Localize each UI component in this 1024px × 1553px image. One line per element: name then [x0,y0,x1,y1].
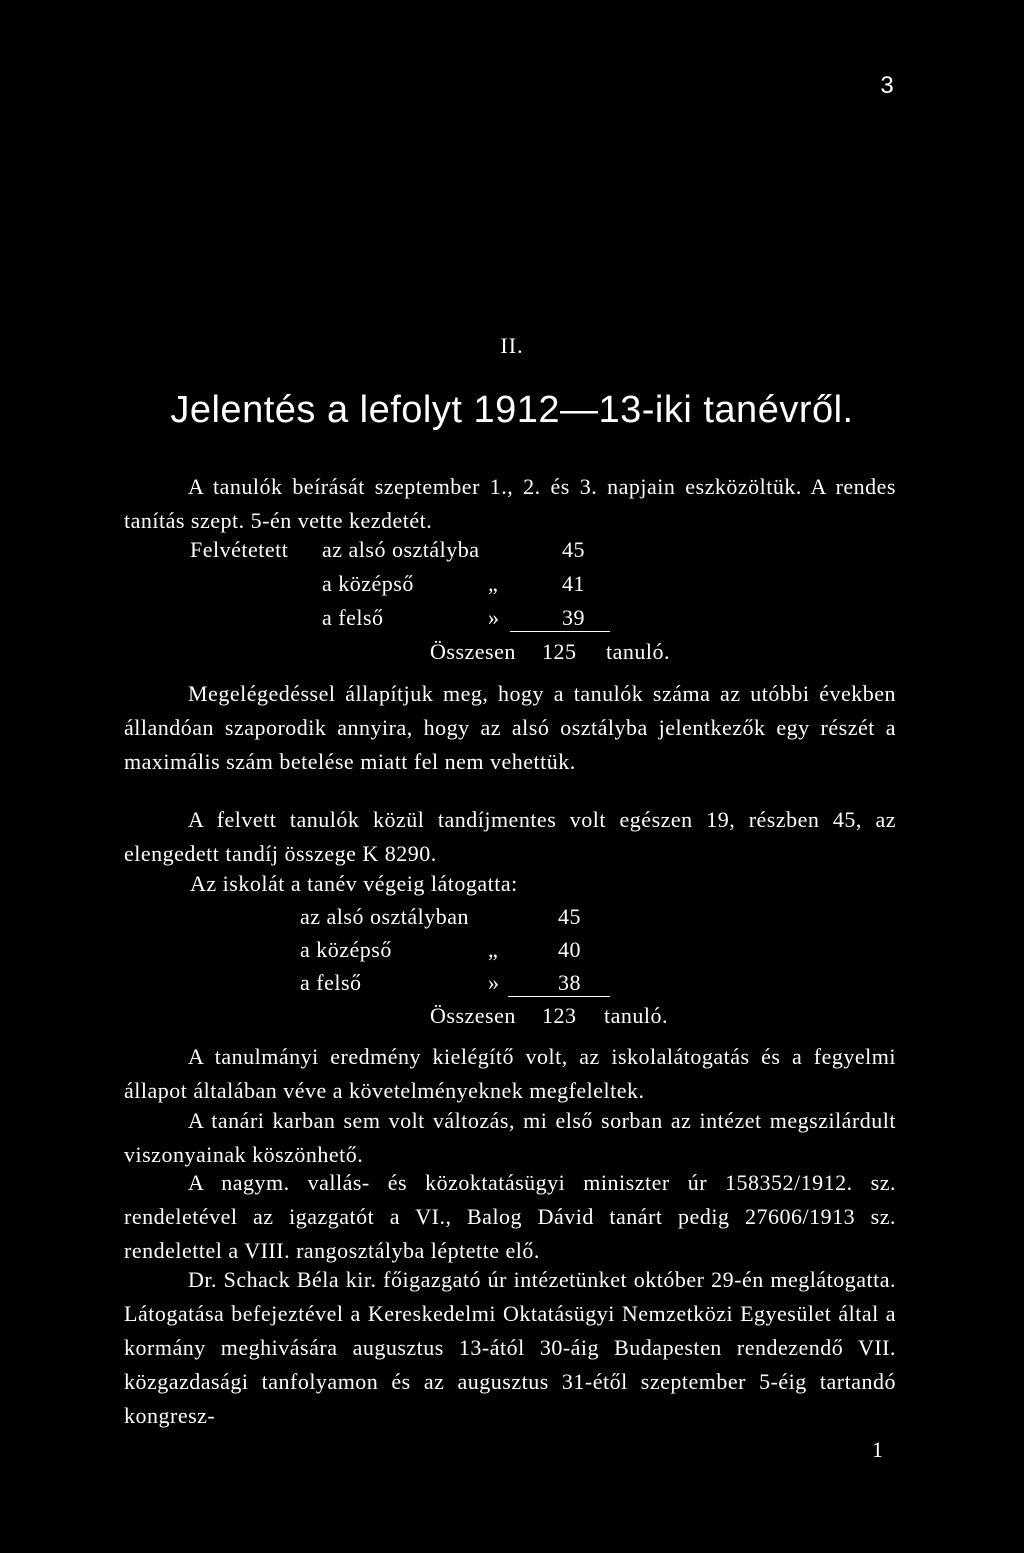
ditto-mark: » [488,605,500,630]
enrollment-row-label: a felső [322,605,384,630]
ditto-mark: » [488,970,500,995]
sum-rule [510,631,610,632]
enrollment-total-value: 125 [542,639,577,664]
paragraph-promotion: A nagym. vallás- és közoktatásügyi miniszter úr 158352/1912. sz. rendeletével az igazgatót a VI., Balog Dávid tanárt pedig 27606/1913 sz. rendelettel a VIII. rangosztályba léptette elő. [124,1170,896,1263]
attendance-row-label: a felső [300,970,362,995]
sum-rule [508,996,610,997]
paragraph-visit: Dr. Schack Béla kir. főigazgató úr intézetünket október 29-én meglátogatta. Látogatása befejeztével a Kereskedelmi Oktatásügyi Nemzetközi Egyesület által a kormány meghivására augusztus 13-ától 30-áig Budapesten rendezendő VII. közgazdasági tanfolyamon és az augusztus 31-étől szeptember 5-éig tartandó kongresz- [124,1267,896,1428]
enrollment-row-label: az alsó osztályba [322,537,480,562]
attendance-total-label: Összesen [430,1003,516,1028]
attendance-row-value: 45 [558,904,581,929]
attendance-row-label: az alsó osztályban [300,904,470,929]
sheet-mark: 1 [872,1437,883,1462]
paragraph-staff: A tanári karban sem volt változás, mi első sorban az intézet megszilárdult viszonyainak köszönhető. [124,1108,896,1167]
paragraph-results: A tanulmányi eredmény kielégítő volt, az iskolalátogatás és a fegyelmi állapot általában véve a követelményeknek megfeleltek. [124,1044,896,1103]
enrollment-row-value: 45 [562,537,585,562]
enrollment-row-value: 39 [562,605,585,630]
attendance-total-unit: tanuló. [604,1003,668,1028]
enrollment-row-value: 41 [562,571,585,596]
ditto-mark: „ [488,937,499,962]
page-title: Jelentés a lefolyt 1912—13-iki tanévről. [170,389,854,431]
enrollment-total-label: Összesen [430,639,516,664]
paragraph-enrollment-dates: A tanulók beírását szeptember 1., 2. és 3. napjain eszközöltük. A rendes tanítás szept. 5-én vette kezdetét. [124,474,896,533]
enrollment-row-label: a középső [322,571,414,596]
page-number: 3 [880,72,894,99]
attendance-total-value: 123 [542,1003,577,1028]
attendance-intro: Az iskolát a tanév végeig látogatta: [190,871,518,896]
attendance-row-value: 38 [558,970,581,995]
ditto-mark: „ [488,571,499,596]
enrollment-total-unit: tanuló. [606,639,670,664]
enrollment-intro: Felvétetett [190,537,289,562]
section-number: II. [500,333,524,358]
attendance-row-value: 40 [558,937,581,962]
paragraph-tuition: A felvett tanulók közül tandíjmentes volt egészen 19, részben 45, az elengedett tandíj összege K 8290. [124,807,896,866]
paragraph-student-numbers: Megelégedéssel állapítjuk meg, hogy a tanulók száma az utóbbi években állandóan szaporodik annyira, hogy az alsó osztályba jelentkezők egy részét a maximális szám betelése miatt fel nem vehettük. [124,681,896,774]
attendance-row-label: a középső [300,937,392,962]
